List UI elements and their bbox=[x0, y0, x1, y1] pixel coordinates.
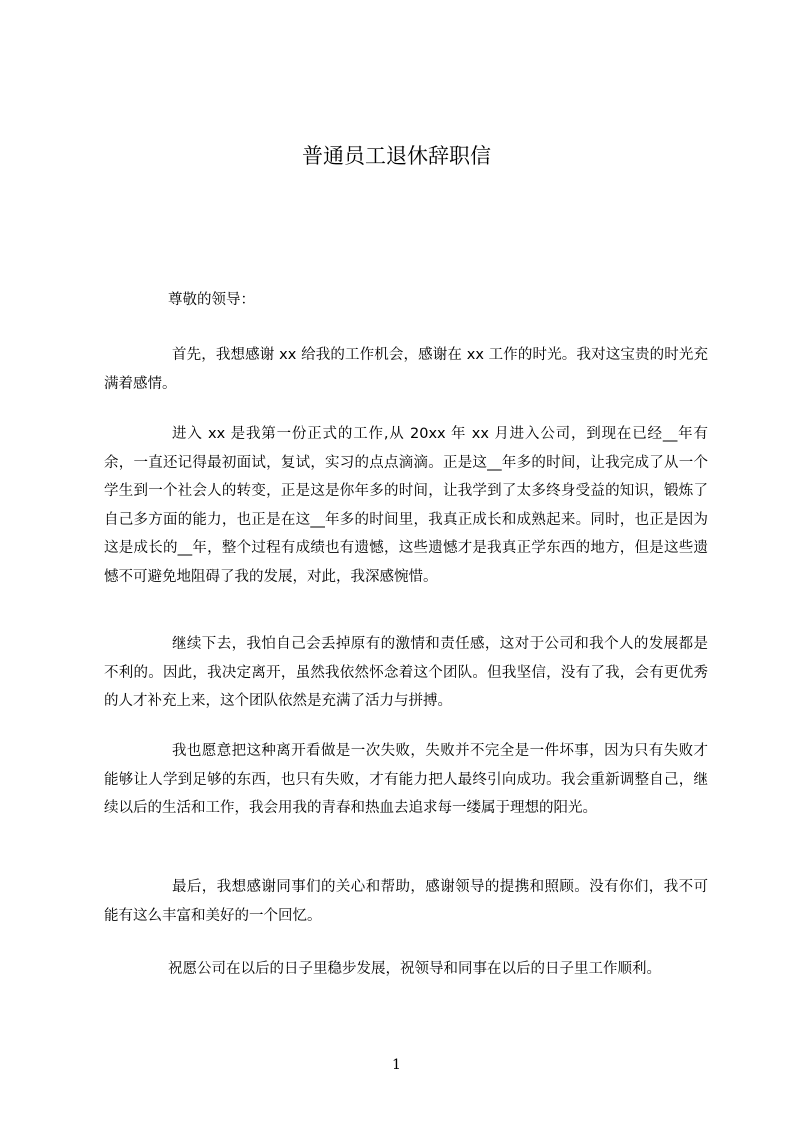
page-number: 1 bbox=[392, 1057, 401, 1073]
document-title: 普通员工退休辞职信 bbox=[302, 144, 491, 168]
closing-wishes: 祝愿公司在以后的日子里稳步发展，祝领导和同事在以后的日子里工作顺利。 bbox=[168, 961, 661, 977]
paragraph-career: 进入 xx 是我第一份正式的工作,从 20xx 年 xx 月进入公司，到现在已经__年有余，一直还记得最初面试，复试，实习的点点滴滴。正是这__年多的时间，让我完成了从一个学生到一个社会人的转变，正是这是你年多的时间，让我学到了太多终身受益的知识，锻炼了自己多方面的能力，也正是在这__年多的时间里，我真正成长和成熟起来。同时，也正是因为这是成长的__年，整个过程有成绩也有遗憾，这些遗憾才是我真正学东西的地方，但是这些遗憾不可避免地阻碍了我的发展，对此，我深感惋惜。 bbox=[104, 426, 708, 585]
paragraph-decision: 继续下去，我怕自己会丢掉原有的激情和责任感，这对于公司和我个人的发展都是不利的。因此，我决定离开，虽然我依然怀念着这个团队。但我坚信，没有了我，会有更优秀的人才补充上来，这个团队依然是充满了活力与拼搏。 bbox=[104, 636, 708, 710]
salutation: 尊敬的领导： bbox=[168, 292, 255, 308]
paragraph-gratitude: 最后，我想感谢同事们的关心和帮助，感谢领导的提携和照顾。没有你们，我不可能有这么丰富和美好的一个回忆。 bbox=[104, 879, 708, 924]
paragraph-reflection: 我也愿意把这种离开看做是一次失败，失败并不完全是一件坏事，因为只有失败才能够让人学到足够的东西，也只有失败，才有能力把人最终引向成功。我会重新调整自己，继续以后的生活和工作，我会用我的青春和热血去追求每一缕属于理想的阳光。 bbox=[104, 743, 708, 817]
paragraph-thanks: 首先，我想感谢 xx 给我的工作机会，感谢在 xx 工作的时光。我对这宝贵的时光充满着感情。 bbox=[104, 347, 708, 392]
